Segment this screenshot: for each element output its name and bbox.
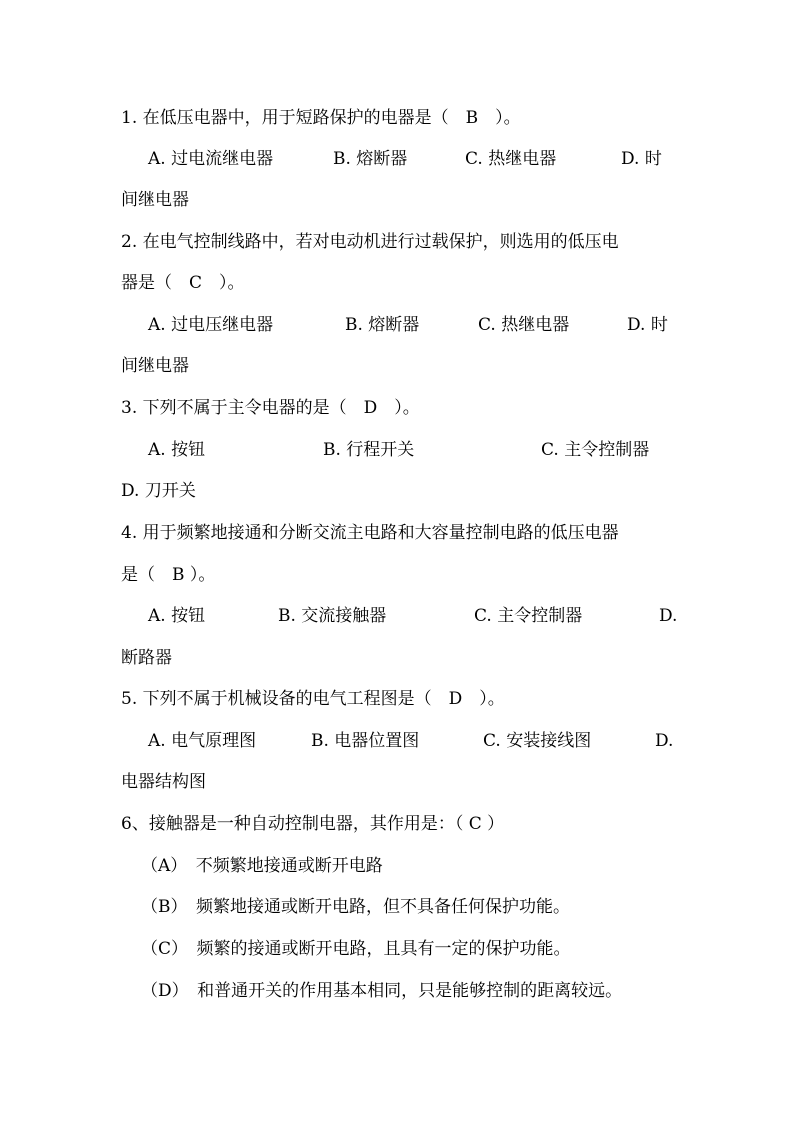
question-6-option-a: （A） 不频繁地接通或断开电路	[141, 856, 383, 876]
question-1-option-c: C. 热继电器	[465, 149, 557, 169]
question-6-option-d: （D） 和普通开关的作用基本相同，只是能够控制的距离较远。	[141, 981, 623, 1001]
question-2-option-a: A. 过电压继电器	[148, 315, 274, 335]
question-5-option-wrap: 电器结构图	[121, 772, 206, 792]
question-5-option-a: A. 电气原理图	[148, 731, 257, 751]
question-1-option-a: A. 过电流继电器	[148, 149, 274, 169]
question-4-option-a: A. 按钮	[148, 606, 206, 626]
question-5-option-b: B. 电器位置图	[311, 731, 420, 751]
question-3-option-c: C. 主令控制器	[541, 440, 650, 460]
question-4-stem-line-2: 是（ B ）。	[121, 565, 216, 585]
question-2-option-d: D. 时	[627, 315, 668, 335]
question-3-option-b: B. 行程开关	[323, 440, 415, 460]
question-4-stem-line-1: 4. 用于频繁地接通和分断交流主电路和大容量控制电路的低压电器	[121, 523, 619, 543]
question-1-option-wrap: 间继电器	[121, 190, 189, 210]
question-1-option-b: B. 熔断器	[333, 149, 408, 169]
question-2-option-b: B. 熔断器	[345, 315, 420, 335]
question-4-option-c: C. 主令控制器	[474, 606, 583, 626]
question-4-option-b: B. 交流接触器	[278, 606, 387, 626]
question-2-option-wrap: 间继电器	[121, 356, 189, 376]
question-5-option-c: C. 安装接线图	[483, 731, 592, 751]
question-6-stem: 6、接触器是一种自动控制电器，其作用是：（ C ）	[121, 814, 505, 834]
question-4-option-d: D.	[659, 606, 678, 626]
question-4-option-wrap: 断路器	[121, 648, 172, 668]
question-3-option-wrap: D. 刀开关	[121, 481, 196, 501]
question-2-stem-line-2: 器是（ C ）。	[121, 273, 245, 293]
question-2-option-c: C. 热继电器	[478, 315, 570, 335]
question-1-stem: 1. 在低压电器中，用于短路保护的电器是（ B ）。	[121, 108, 521, 128]
question-6-option-c: （C） 频繁的接通或断开电路，且具有一定的保护功能。	[141, 939, 571, 959]
question-3-option-a: A. 按钮	[148, 440, 206, 460]
question-2-stem-line-1: 2. 在电气控制线路中，若对电动机进行过载保护，则选用的低压电	[121, 232, 619, 252]
question-1-option-d: D. 时	[621, 149, 662, 169]
question-3-stem: 3. 下列不属于主令电器的是（ D ）。	[121, 398, 420, 418]
question-6-option-b: （B） 频繁地接通或断开电路，但不具备任何保护功能。	[141, 897, 570, 917]
question-5-stem: 5. 下列不属于机械设备的电气工程图是（ D ）。	[121, 689, 505, 709]
question-5-option-d: D.	[655, 731, 674, 751]
